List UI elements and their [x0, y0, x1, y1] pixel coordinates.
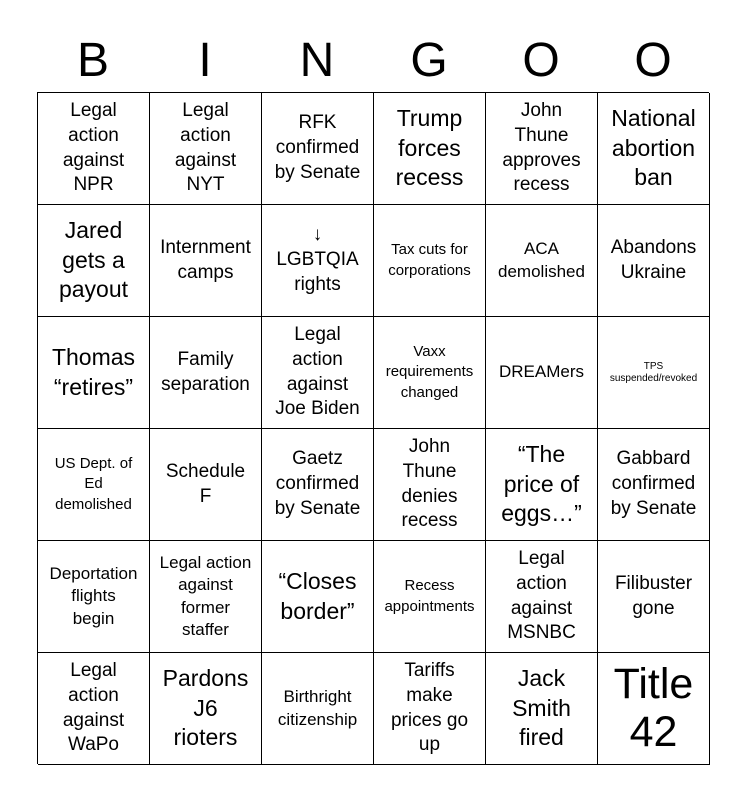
bingo-cell[interactable]: Tariffs make prices go up: [374, 653, 486, 765]
bingo-cell[interactable]: John Thune approves recess: [486, 93, 598, 205]
bingo-cell[interactable]: RFK confirmed by Senate: [262, 93, 374, 205]
bingo-cell[interactable]: Abandons Ukraine: [598, 205, 710, 317]
bingo-cell[interactable]: Legal action against NPR: [38, 93, 150, 205]
bingo-cell[interactable]: Schedule F: [150, 429, 262, 541]
bingo-cell[interactable]: Legal action against WaPo: [38, 653, 150, 765]
header-letter: B: [76, 34, 109, 87]
bingo-cell[interactable]: Jared gets a payout: [38, 205, 150, 317]
bingo-cell[interactable]: John Thune denies recess: [374, 429, 486, 541]
bingo-cell[interactable]: Pardons J6 rioters: [150, 653, 262, 765]
bingo-cell[interactable]: Jack Smith fired: [486, 653, 598, 765]
bingo-cell[interactable]: Thomas “retires”: [38, 317, 150, 429]
bingo-cell[interactable]: “Closes border”: [262, 541, 374, 653]
bingo-cell[interactable]: Gabbard confirmed by Senate: [598, 429, 710, 541]
bingo-cell[interactable]: Internment camps: [150, 205, 262, 317]
bingo-cell[interactable]: Birthright citizenship: [262, 653, 374, 765]
bingo-board: [37, 92, 709, 764]
bingo-cell[interactable]: “The price of eggs…”: [486, 429, 598, 541]
bingo-cell[interactable]: Filibuster gone: [598, 541, 710, 653]
bingo-cell[interactable]: US Dept. of Ed demolished: [38, 429, 150, 541]
bingo-cell[interactable]: TPS suspended/revoked: [598, 317, 710, 429]
bingo-cell[interactable]: Legal action against MSNBC: [486, 541, 598, 653]
bingo-cell[interactable]: Tax cuts for corporations: [374, 205, 486, 317]
bingo-cell[interactable]: Family separation: [150, 317, 262, 429]
bingo-cell[interactable]: DREAMers: [486, 317, 598, 429]
bingo-cell[interactable]: Gaetz confirmed by Senate: [262, 429, 374, 541]
header-letter: N: [299, 34, 335, 87]
bingo-cell[interactable]: ACA demolished: [486, 205, 598, 317]
bingo-cell[interactable]: National abortion ban: [598, 93, 710, 205]
bingo-cell[interactable]: Vaxx requirements changed: [374, 317, 486, 429]
bingo-header: [37, 30, 709, 92]
bingo-cell[interactable]: Legal action against former staffer: [150, 541, 262, 653]
header-letter: O: [634, 34, 672, 87]
bingo-cell[interactable]: Trump forces recess: [374, 93, 486, 205]
bingo-cell[interactable]: Legal action against Joe Biden: [262, 317, 374, 429]
bingo-cell[interactable]: ↓ LGBTQIA rights: [262, 205, 374, 317]
header-letter: G: [410, 34, 448, 87]
bingo-cell[interactable]: Recess appointments: [374, 541, 486, 653]
bingo-cell[interactable]: Legal action against NYT: [150, 93, 262, 205]
header-letter: I: [198, 34, 212, 87]
header-letter: O: [522, 34, 560, 87]
bingo-cell[interactable]: Deportation flights begin: [38, 541, 150, 653]
bingo-cell[interactable]: Title 42: [598, 653, 710, 765]
